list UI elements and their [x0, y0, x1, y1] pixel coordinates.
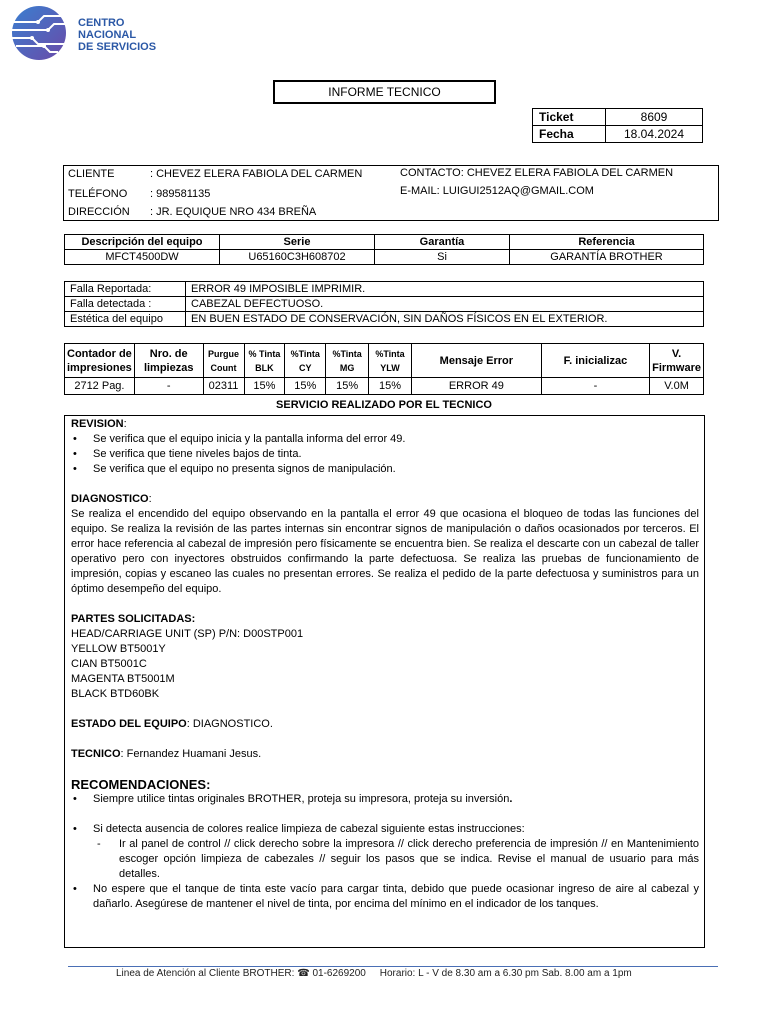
fault-table — [64, 281, 704, 327]
counter-header: Nro. de limpiezas — [134, 344, 203, 378]
ticket-value: 8609 — [606, 109, 703, 126]
logo-globe-icon — [8, 4, 70, 62]
counter-header: F. inicializac — [541, 344, 649, 378]
estado-value: : DIAGNOSTICO. — [186, 718, 273, 730]
parte-item: MAGENTA BT5001M — [71, 673, 175, 685]
counter-cell: ERROR 49 — [411, 378, 541, 395]
footer — [116, 968, 632, 979]
falla-detectada-label: Falla detectada : — [65, 297, 186, 312]
falla-detectada-value: CABEZAL DEFECTUOSO. — [186, 297, 704, 312]
counter-cell: 15% — [369, 378, 412, 395]
cliente-label: CLIENTE — [68, 168, 115, 180]
counter-header: V. Firmware — [650, 344, 704, 378]
logo-line-2: NACIONAL — [78, 29, 137, 41]
footer-horario: Horario: L - V de 8.30 am a 6.30 pm Sab. 8.00 am a 1pm — [379, 968, 632, 979]
equip-cell: GARANTÍA BROTHER — [510, 250, 704, 265]
service-title: SERVICIO REALIZADO POR EL TECNICO — [276, 399, 492, 411]
recomendacion-item: • No espere que el tanque de tinta este vacío para cargar tinta, debido que puede ocasionar ingreso de aire al cabezal y dañarlo. Asegúrese de mantener el nivel de tinta, por encima del mínimo en el indicador de los tanques. — [71, 882, 699, 912]
counter-cell: 15% — [244, 378, 285, 395]
equip-cell: MFCT4500DW — [65, 250, 220, 265]
equipment-table — [64, 234, 704, 265]
counter-cell: 15% — [326, 378, 369, 395]
counter-cell: 15% — [285, 378, 326, 395]
recomendaciones-label: RECOMENDACIONES: — [71, 777, 211, 792]
equip-cell: Si — [375, 250, 510, 265]
counter-header: Mensaje Error — [411, 344, 541, 378]
contacto-text: CONTACTO: CHEVEZ ELERA FABIOLA DEL CARMEN — [400, 167, 674, 179]
tecnico-label: TECNICO — [71, 748, 121, 760]
ticket-label: Ticket — [533, 109, 606, 126]
counter-table — [64, 343, 704, 395]
parte-item: YELLOW BT5001Y — [71, 643, 166, 655]
counter-header: %Tinta YLW — [369, 344, 412, 378]
tecnico-value: : Fernandez Huamani Jesus. — [120, 748, 262, 760]
diagnostico-text: Se realiza el encendido del equipo observando en la pantalla el error 49 que ocasiona el bloqueo de todas las funciones del equipo. Se realiza la revisión de las partes internas sin encontrar signos de manipulación o daños ocasionados por terceros. El error hace referencia al cabezal de impresión pero físicamente se encuentra bien. Se realiza el descarte con un cabezal de taller operativo pero con inyectores obstruidos confirmando la parte defectuosa. Se realiza las pruebas de funcionamiento de impresión, copias y escaneo las cuales no presentan errores. Se realiza el pedido de la parte defectuosa y suministros para un óptimo desempeño del equipo. — [71, 508, 699, 595]
direccion-value: : JR. EQUIQUE NRO 434 BREÑA — [150, 206, 317, 218]
client-info-box — [63, 165, 719, 221]
counter-header: % Tinta BLK — [244, 344, 285, 378]
diagnostico-label: DIAGNOSTICO — [71, 493, 149, 505]
parte-item: BLACK BTD60BK — [71, 688, 160, 700]
counter-cell: - — [541, 378, 649, 395]
equip-header: Garantía — [375, 235, 510, 250]
logo-text — [78, 17, 156, 53]
recomendacion-item: • Si detecta ausencia de colores realice limpieza de cabezal siguiente estas instrucciones: — [71, 822, 699, 837]
falla-reportada-value: ERROR 49 IMPOSIBLE IMPRIMIR. — [186, 282, 704, 297]
counter-header: %Tinta MG — [326, 344, 369, 378]
email-text: E-MAIL: LUIGUI2512AQ@GMAIL.COM — [400, 185, 594, 197]
footer-line-label: Linea de Atención al Cliente BROTHER: — [116, 968, 295, 979]
parte-item: HEAD/CARRIAGE UNIT (SP) P/N: D00STP001 — [71, 628, 304, 640]
equip-header: Serie — [220, 235, 375, 250]
ticket-table — [532, 108, 703, 143]
estetica-value: EN BUEN ESTADO DE CONSERVACIÓN, SIN DAÑOS FÍSICOS EN EL EXTERIOR. — [186, 312, 704, 327]
recomendacion-subitem: - Ir al panel de control // click derecho sobre la impresora // click derecho preferencia de impresión // en Mantenimiento escoger opción limpieza de cabezales // seguir los pasos que se indica. Revise el manual de usuario para más detalles. — [71, 837, 699, 882]
revision-item: • Se verifica que el equipo no presenta signos de manipulación. — [71, 462, 699, 477]
cliente-value: : CHEVEZ ELERA FABIOLA DEL CARMEN — [150, 168, 363, 180]
service-body-box — [64, 415, 705, 948]
logo-line-3: DE SERVICIOS — [78, 41, 157, 53]
counter-header: Purgue Count — [203, 344, 244, 378]
counter-cell: - — [134, 378, 203, 395]
parte-item: CIAN BT5001C — [71, 658, 147, 670]
counter-cell: V.0M — [650, 378, 704, 395]
recomendacion-item: • Siempre utilice tintas originales BROTHER, proteja su impresora, proteja su inversión. — [71, 792, 699, 807]
equip-cell: U65160C3H608702 — [220, 250, 375, 265]
estado-label: ESTADO DEL EQUIPO — [71, 718, 187, 730]
falla-reportada-label: Falla Reportada: — [65, 282, 186, 297]
revision-label: REVISION — [71, 418, 124, 430]
telefono-label: TELÉFONO — [68, 188, 128, 200]
partes-label: PARTES SOLICITADAS: — [71, 613, 196, 625]
report-title: INFORME TECNICO — [273, 80, 496, 104]
fecha-label: Fecha — [533, 126, 606, 143]
equip-header: Referencia — [510, 235, 704, 250]
revision-item: • Se verifica que tiene niveles bajos de tinta. — [71, 447, 699, 462]
telefono-value: : 989581135 — [150, 188, 211, 200]
counter-header: Contador de impresiones — [65, 344, 135, 378]
phone-icon: ☎ — [297, 968, 310, 979]
direccion-label: DIRECCIÓN — [68, 206, 130, 218]
revision-item: • Se verifica que el equipo inicia y la pantalla informa del error 49. — [71, 432, 699, 447]
counter-cell: 2712 Pag. — [65, 378, 135, 395]
counter-cell: 02311 — [203, 378, 244, 395]
estetica-label: Estética del equipo — [65, 312, 186, 327]
footer-phone: 01-6269200 — [312, 968, 366, 979]
logo-line-1: CENTRO — [78, 17, 125, 29]
equip-header: Descripción del equipo — [65, 235, 220, 250]
counter-header: %Tinta CY — [285, 344, 326, 378]
fecha-value: 18.04.2024 — [606, 126, 703, 143]
service-content: REVISION: • Se verifica que el equipo inicia y la pantalla informa del error 49. • Se verifica que tiene niveles bajos de tinta. • Se verifica que el equipo no presenta signos de manipulación. DIAGNOSTICO: Se realiza el encendido del equipo observando en la pantalla el error 49 que ocasiona el bloqueo de todas las funciones del equipo. Se realiza la revisión de las partes internas sin encontrar signos de manipulación o daños ocasionados por terceros. El error hace referencia al cabezal de impresión pero físicamente se encuentra bien. Se realiza el descarte con un cabezal de taller operativo pero con inyectores obstruidos confirmando la parte defectuosa. Se realiza las pruebas de funcionamiento de impresión, copias y escaneo las cuales no presentan errores. Se realiza el pedido de la parte defectuosa y suministros para un óptimo desempeño del equipo. PARTES SOLICITADAS: HEAD/CARRIAGE UNIT (SP) P/N: D00STP001 YELLOW BT5001Y CIAN BT5001C MAGENTA BT5001M BLACK BTD60BK ESTADO DEL EQUIPO: DIAGNOSTICO. TECNICO: Fernandez Huamani Jesus. RECOMENDACIONES: • Siempre utilice tintas originales BROTHER, proteja su impresora, proteja su inversión. • Si detecta ausencia de colores realice limpieza de cabezal siguiente estas instrucciones: - Ir al panel de control // click derecho sobre la impresora // click derecho preferencia de impresión // en Mantenimiento escoger opción limpieza de cabezales // seguir los pasos que se indica. Revise el manual de usuario para más detalles. • No espere que el tanque de tinta este vacío para cargar tinta, debido que puede ocasionar ingreso de aire al cabezal y dañarlo. Asegúrese de mantener el nivel de tinta, por encima del mínimo en el indicador de los tanques. — [71, 417, 699, 912]
footer-divider — [68, 966, 718, 967]
